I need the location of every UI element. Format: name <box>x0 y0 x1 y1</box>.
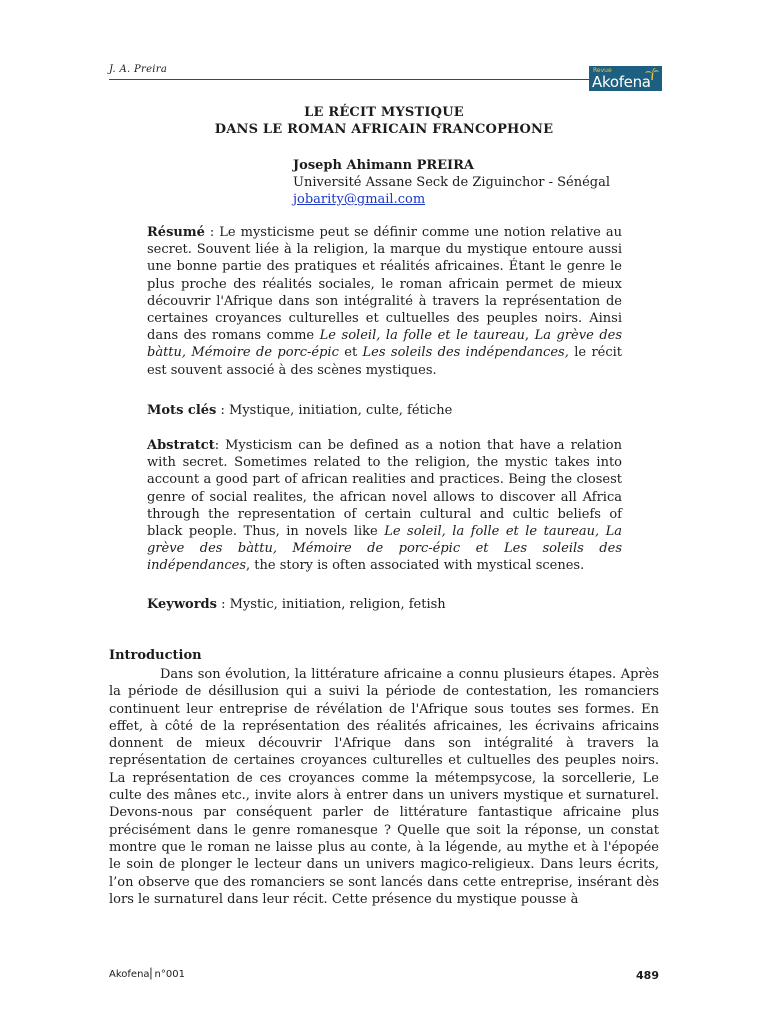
abstract-fr-work-2: La grève des bàttu, Mémoire de porc-épic <box>147 328 623 361</box>
abstract-fr-work-3: Les soleils des indépendances, <box>362 345 569 361</box>
author-email-row <box>293 191 425 208</box>
abstract-en-text-end: , the story is often associated with mystical scenes. <box>246 558 585 574</box>
keywords-fr-label: Mots clés <box>147 403 217 418</box>
abstract-fr-work-1: Le soleil, la folle et le taureau <box>319 328 525 344</box>
keywords-en <box>147 596 622 613</box>
logo-tag: Revue <box>593 67 612 74</box>
journal-logo <box>589 66 662 91</box>
page-number: 489 <box>636 969 659 982</box>
keywords-en-sep: : <box>216 597 230 612</box>
keywords-en-text: Mystic, initiation, religion, fetish <box>229 597 446 612</box>
keywords-fr-sep: : <box>216 403 230 418</box>
keywords-en-label: Keywords <box>147 597 217 612</box>
article-title-line-1: LE RÉCIT MYSTIQUE <box>304 105 464 120</box>
introduction-heading: Introduction <box>109 648 202 663</box>
abstract-fr-text-end: le récit est souvent associé à des scènes mystiques. <box>147 345 623 378</box>
abstract-en-label: Abstratct <box>147 438 215 453</box>
abstract-en-text: Mysticism can be defined as a notion that have a relation with secret. Sometimes related to the religion, the mystic takes into account a good part of african realities and practices. Being the closest genre of social realites, the african novel allows to discover all Africa through the representation of certain cultural and cultic beliefs of black people. Thus, in novels like <box>147 438 622 540</box>
keywords-fr <box>147 402 622 419</box>
footer-journal: Akofena⎜n°001 <box>109 969 185 980</box>
logo-name: Akofena <box>592 73 651 91</box>
abstract-fr-sep-1: , <box>524 328 535 344</box>
abstract-en-works: Le soleil, la folle et le taureau, La grève des bàttu, Mémoire de porc-épic et Les soleils des indépendances <box>147 524 622 574</box>
author-affiliation: Université Assane Seck de Ziguinchor - Sénégal <box>293 175 610 190</box>
abstract-fr-label: Résumé <box>147 225 205 240</box>
abstract-fr-and: et <box>338 345 363 361</box>
palm-tree-icon <box>644 67 660 81</box>
author-email-link[interactable]: jobarity@gmail.com <box>293 192 426 207</box>
header-rule <box>109 79 589 80</box>
abstract-en-sep: : <box>214 438 226 453</box>
author-name: Joseph Ahimann PREIRA <box>293 158 475 173</box>
introduction-body: Dans son évolution, la littérature africaine a connu plusieurs étapes. Après la période de désillusion qui a suivi la période de contestation, les romanciers continuent leur entreprise de révélation de l'Afrique sous toutes ses formes. En effet, à côté de la représentation des réalités africaines, les écrivains africains donnent de mieux découvrir l'Afrique dans son intégralité à travers la représentation de certaines croyances culturelles et cultuelles des peuples noirs. La représentation de ces croyances comme la métempsycose, la sorcellerie, Le culte des mânes etc., invite alors à entrer dans un univers mystique et surnaturel. Devons-nous par conséquent parler de littérature fantastique africaine plus précisément dans le genre romanesque ? Quelle que soit la réponse, un constat montre que le roman ne laisse plus au conte, à la légende, au mythe et à l'épopée le soin de plonger le lecteur dans un univers magico-religieux. Dans leurs écrits, l’on observe que des romanciers se sont lancés dans cette entreprise, insérant dès lors le surnaturel dans leur récit. Cette présence du mystique pousse à <box>109 667 659 907</box>
article-title-line-2: DANS LE ROMAN AFRICAIN FRANCOPHONE <box>214 122 554 137</box>
keywords-fr-text: Mystique, initiation, culte, fétiche <box>229 403 453 418</box>
abstract-fr-sep: : <box>204 225 220 240</box>
running-head: J. A. Preira <box>109 64 168 75</box>
abstract-en <box>147 437 622 575</box>
abstract-fr <box>147 224 622 379</box>
abstract-fr-text: Le mysticisme peut se définir comme une notion relative au secret. Souvent liée à la religion, la marque du mystique entoure aussi une bonne partie des pratiques et réalités africaines. Étant le genre le plus proche des réalités sociales, le roman africain permet de mieux découvrir l'Afrique dans son intégralité à travers la représentation de certaines croyances culturelles et cultuelles des peuples noirs. Ainsi dans des romans comme <box>147 225 622 344</box>
